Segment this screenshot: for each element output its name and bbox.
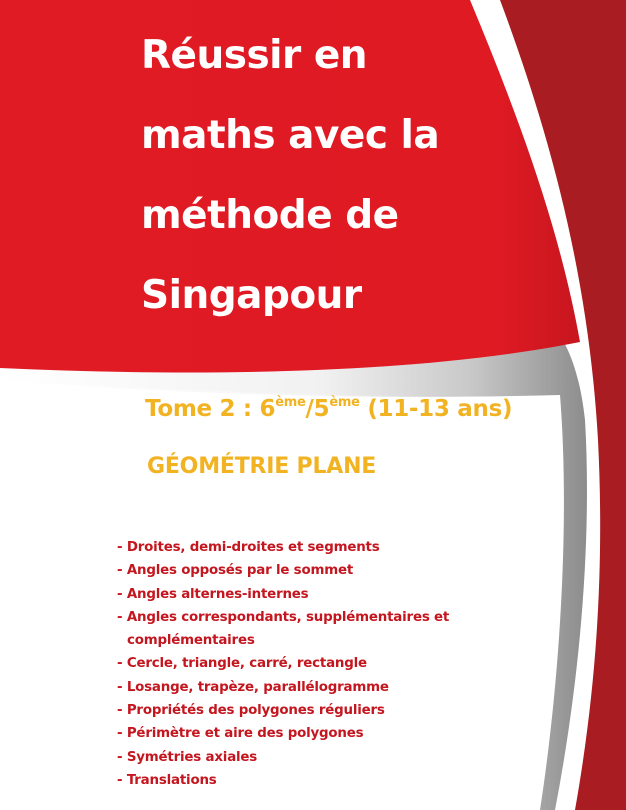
subject-heading: GÉOMÉTRIE PLANE xyxy=(147,454,377,479)
topic-list xyxy=(117,536,517,792)
title-line-1: Réussir en xyxy=(141,33,368,78)
list-item: - Cercle, triangle, carré, rectangle xyxy=(117,656,367,672)
tome-sup-2: ème xyxy=(329,395,360,410)
tome-prefix: Tome 2 : 6 xyxy=(145,396,276,422)
tome-sup-1: ème xyxy=(275,395,306,410)
title-line-2: maths avec la xyxy=(141,113,440,158)
list-item: - Angles correspondants, supplémentaires et complémentaires xyxy=(117,609,450,649)
list-item: - Translations xyxy=(117,772,217,788)
list-item: - Angles alternes-internes xyxy=(117,586,309,602)
list-item: - Droites, demi-droites et segments xyxy=(117,540,380,555)
list-item: - Angles opposés par le sommet xyxy=(117,563,354,579)
list-item: - Symétries axiales xyxy=(117,749,258,765)
list-item: - Losange, trapèze, parallélogramme xyxy=(117,679,389,695)
list-item: - Propriétés des polygones réguliers xyxy=(117,703,385,719)
tome-middle: /5 xyxy=(305,396,330,422)
title-line-4: Singapour xyxy=(141,273,362,318)
volume-subtitle xyxy=(145,394,623,424)
list-item: - Périmètre et aire des polygones xyxy=(117,726,364,742)
tome-suffix: (11-13 ans) xyxy=(359,396,513,422)
book-title xyxy=(141,16,611,336)
title-line-3: méthode de xyxy=(141,193,399,238)
